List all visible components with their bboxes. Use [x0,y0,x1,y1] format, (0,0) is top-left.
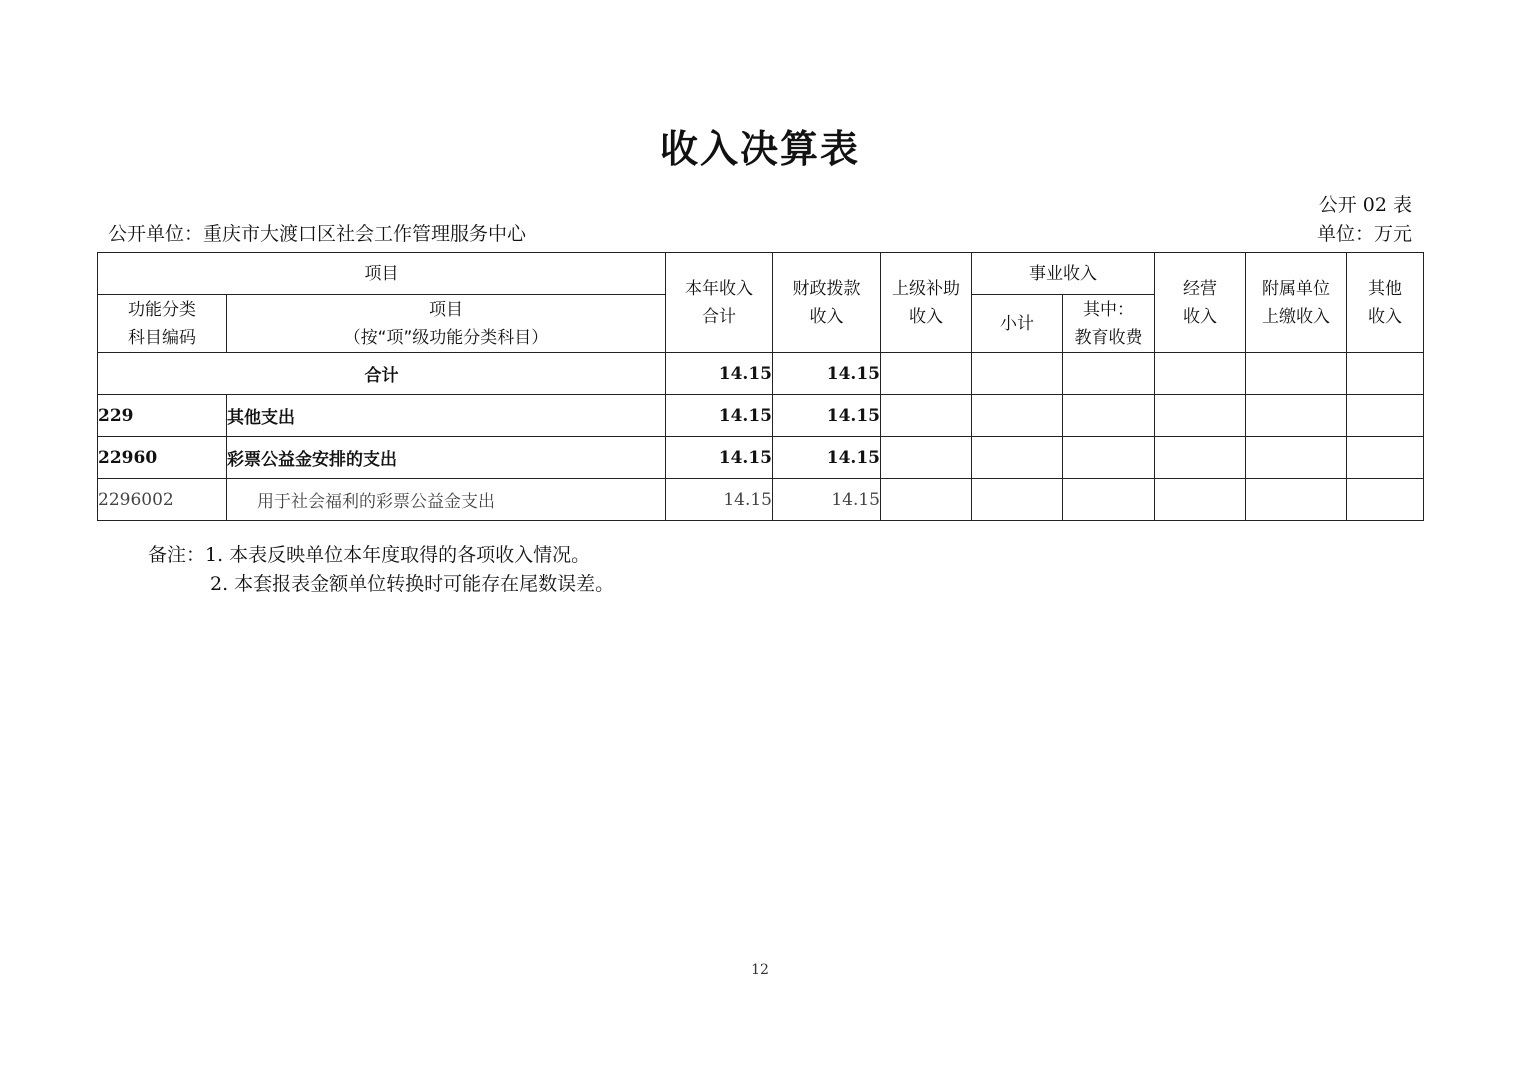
header-superior-subsidy: 上级补助 收入 [881,253,972,353]
header-education-fee: 其中： 教育收费 [1063,295,1155,353]
page-title: 收入决算表 [659,127,860,171]
row-code: 22960 [98,437,227,479]
total-row [98,353,1424,395]
income-table [97,252,1424,521]
header-operating-income: 经营 收入 [1155,253,1246,353]
header-subtotal: 小计 [972,295,1063,353]
header-business-income: 事业收入 [972,253,1155,295]
row-total-income: 14.15 [666,437,773,479]
header-function-code: 功能分类 科目编码 [98,295,227,353]
table-row [98,479,1424,521]
notes [148,541,614,599]
row-name: 彩票公益金安排的支出 [227,437,666,479]
form-number: 公开 02 表 [1318,194,1412,216]
header-fiscal-appropriation: 财政拨款 收入 [773,253,881,353]
header-affiliate-income: 附属单位 上缴收入 [1246,253,1347,353]
row-code: 2296002 [98,479,227,521]
table-row [98,437,1424,479]
row-fiscal: 14.15 [773,479,881,521]
header-project: 项目 [98,253,666,295]
row-total-income: 14.15 [666,395,773,437]
row-name: 其他支出 [227,395,666,437]
currency-unit: 单位：万元 [1316,223,1412,245]
table-row [98,395,1424,437]
total-income-value: 14.15 [666,353,773,395]
total-label: 合计 [98,353,666,395]
total-fiscal-value: 14.15 [773,353,881,395]
note-line-2: 2. 本套报表金额单位转换时可能存在尾数误差。 [210,573,615,595]
row-name: 用于社会福利的彩票公益金支出 [227,479,666,521]
header-project-item: 项目 （按“项”级功能分类科目） [227,295,666,353]
row-code: 229 [98,395,227,437]
row-total-income: 14.15 [666,479,773,521]
row-fiscal: 14.15 [773,437,881,479]
header-other-income: 其他 收入 [1347,253,1424,353]
page-number: 12 [751,962,769,978]
note-line-1: 备注：1. 本表反映单位本年度取得的各项收入情况。 [148,544,591,566]
row-fiscal: 14.15 [773,395,881,437]
reporting-unit: 公开单位：重庆市大渡口区社会工作管理服务中心 [108,223,527,245]
header-total-income: 本年收入 合计 [666,253,773,353]
